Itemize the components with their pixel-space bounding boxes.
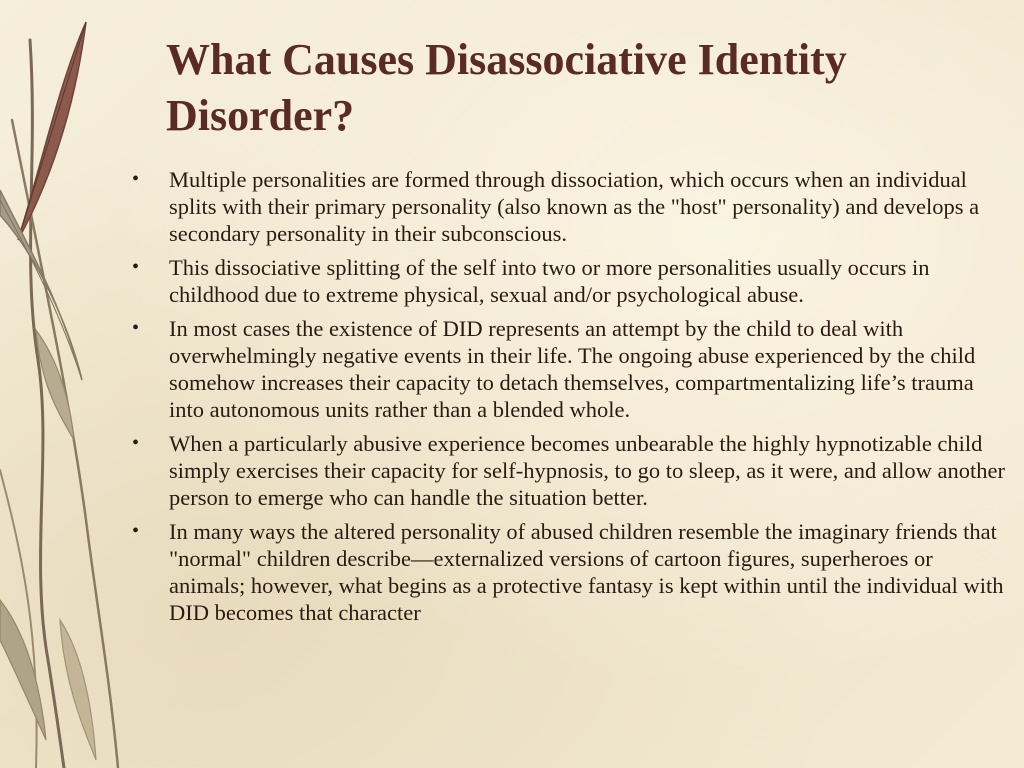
bullet-text: In many ways the altered personality of abused children resemble the imaginary friends that "normal" children describe—externalized versions of cartoon figures, superheroes or animals; however, what begins as a protective fantasy is kept within until the individual with DID becomes that character — [169, 519, 1004, 625]
bullet-item — [132, 166, 1012, 247]
bullet-item — [132, 518, 1012, 626]
bullet-text: In most cases the existence of DID represents an attempt by the child to deal with overwhelmingly negative events in their life. The ongoing abuse experienced by the child somehow increases their capacity to detach themselves, compartmentalizing life’s trauma into autonomous units rather than a blended whole. — [169, 316, 976, 422]
bullet-icon: • — [132, 317, 140, 339]
leaf — [60, 620, 96, 760]
bullet-icon: • — [132, 168, 140, 190]
bullet-icon: • — [132, 256, 140, 278]
bullet-text: This dissociative splitting of the self into two or more personalities usually occurs in childhood due to extreme physical, sexual and/or psychological abuse. — [169, 255, 930, 307]
slide-title: What Causes Disassociative Identity Disorder? — [166, 35, 847, 140]
bullet-item — [132, 430, 1012, 511]
bullet-icon: • — [132, 432, 140, 454]
leaf — [0, 600, 46, 740]
bullet-text: When a particularly abusive experience becomes unbearable the highly hypnotizable child simply exercises their capacity for self-hypnosis, to go to sleep, as it were, and allow another person to emerge who can handle the situation better. — [169, 431, 1006, 510]
bullet-item — [132, 315, 1012, 423]
bullet-item — [132, 254, 1012, 308]
bullet-icon: • — [132, 520, 140, 542]
dried-leaf-decoration — [0, 0, 140, 768]
bullet-text: Multiple personalities are formed through dissociation, which occurs when an individual splits with their primary personality (also known as the "host" personality) and develops a secondary personality in their subconscious. — [169, 167, 980, 246]
bullet-list — [132, 166, 1012, 633]
